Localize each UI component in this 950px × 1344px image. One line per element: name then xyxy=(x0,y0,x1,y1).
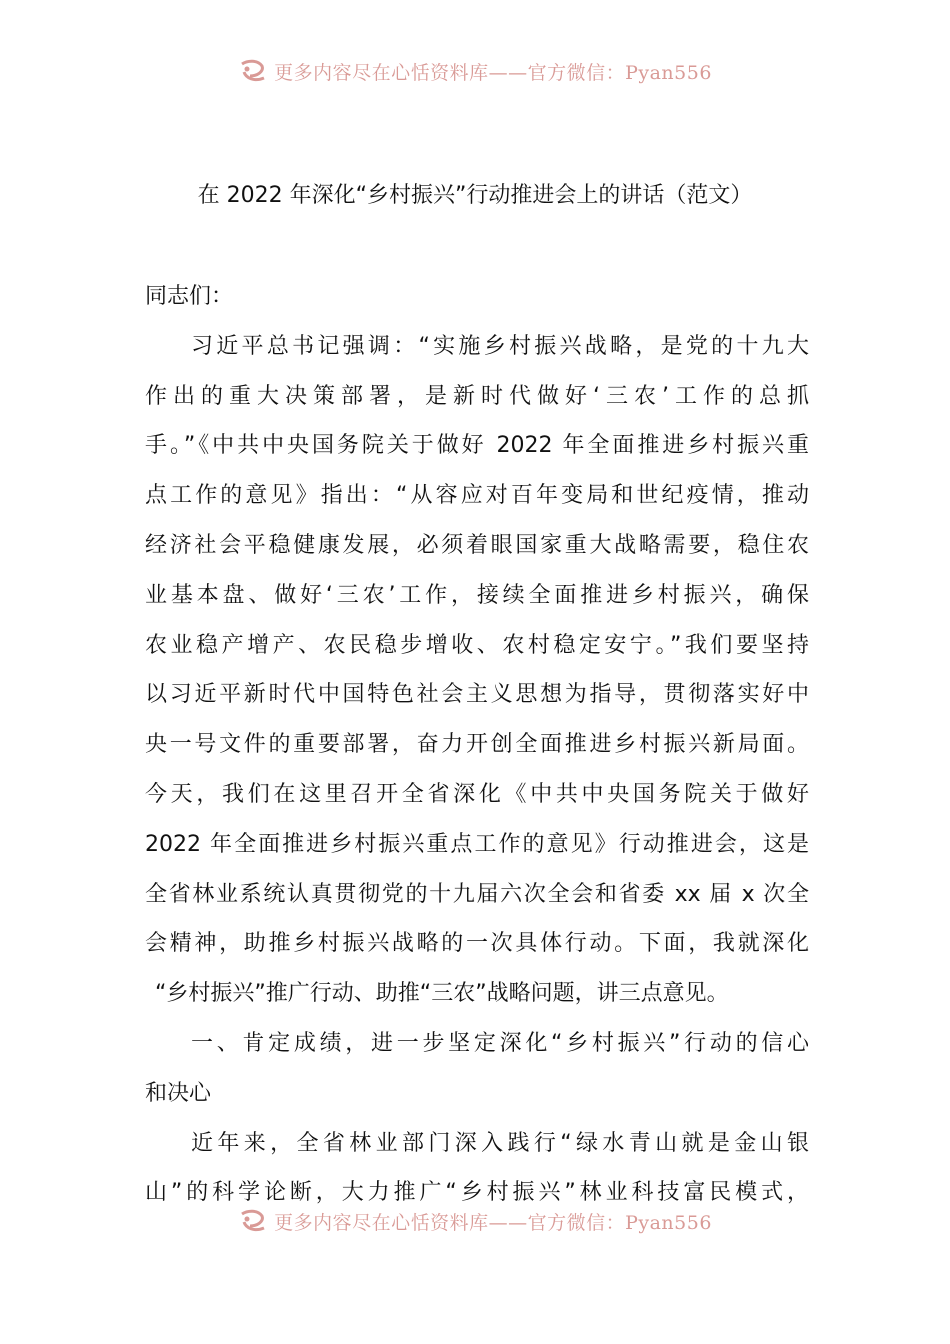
watermark-header xyxy=(0,56,950,86)
salutation: 同志们： xyxy=(145,284,234,309)
body-line: 作出的重大决策部署，是新时代做好‘三农’工作的总抓 xyxy=(145,383,809,409)
body-line: 央一号文件的重要部署，奋力开创全面推进乡村振兴新局面。 xyxy=(145,732,809,758)
section-heading-cont: 和决心 xyxy=(145,1080,212,1106)
section-heading: 一、肯定成绩，进一步坚定深化“乡村振兴”行动的信心 xyxy=(191,1030,809,1056)
body-line: 习近平总书记强调：“实施乡村振兴战略，是党的十九大 xyxy=(191,333,809,359)
body-line: 以习近平新时代中国特色社会主义思想为指导，贯彻落实好中 xyxy=(145,682,809,708)
body-line: 经济社会平稳健康发展，必须着眼国家重大战略需要，稳住农 xyxy=(145,532,809,558)
body-line: 农业稳产增产、农民稳步增收、农村稳定安宁。”我们要坚持 xyxy=(145,632,809,658)
body-line: 2022 年全面推进乡村振兴重点工作的意见》行动推进会，这是 xyxy=(145,831,809,857)
body-line: 近年来，全省林业部门深入践行“绿水青山就是金山银 xyxy=(191,1130,809,1156)
body-line: 业基本盘、做好‘三农’工作，接续全面推进乡村振兴，确保 xyxy=(145,582,809,608)
watermark-text: 更多内容尽在心恬资料库——官方微信：Pyan556 xyxy=(274,1211,712,1234)
logo-icon xyxy=(238,1208,268,1234)
watermark-text: 更多内容尽在心恬资料库——官方微信：Pyan556 xyxy=(274,61,712,84)
body-line: 点工作的意见》指出：“从容应对百年变局和世纪疫情，推动 xyxy=(145,483,809,509)
body-line: “乡村振兴”推广行动、助推“三农”战略问题，讲三点意见。 xyxy=(155,981,729,1007)
body-line: 山”的科学论断，大力推广“乡村振兴”林业科技富民模式， xyxy=(145,1180,809,1206)
body-line: 全省林业系统认真贯彻党的十九届六次全会和省委 xx 届 x 次全 xyxy=(145,881,809,907)
document-title: 在 2022 年深化“乡村振兴”行动推进会上的讲话（范文） xyxy=(197,183,753,208)
body-line: 今天，我们在这里召开全省深化《中共中央国务院关于做好 xyxy=(145,781,809,807)
body-line: 手。”《中共中央国务院关于做好 2022 年全面推进乡村振兴重 xyxy=(145,433,809,459)
watermark-footer xyxy=(0,1206,950,1236)
document-body xyxy=(145,272,809,1218)
body-line: 会精神，助推乡村振兴战略的一次具体行动。下面，我就深化 xyxy=(145,931,809,957)
logo-icon xyxy=(238,58,268,84)
